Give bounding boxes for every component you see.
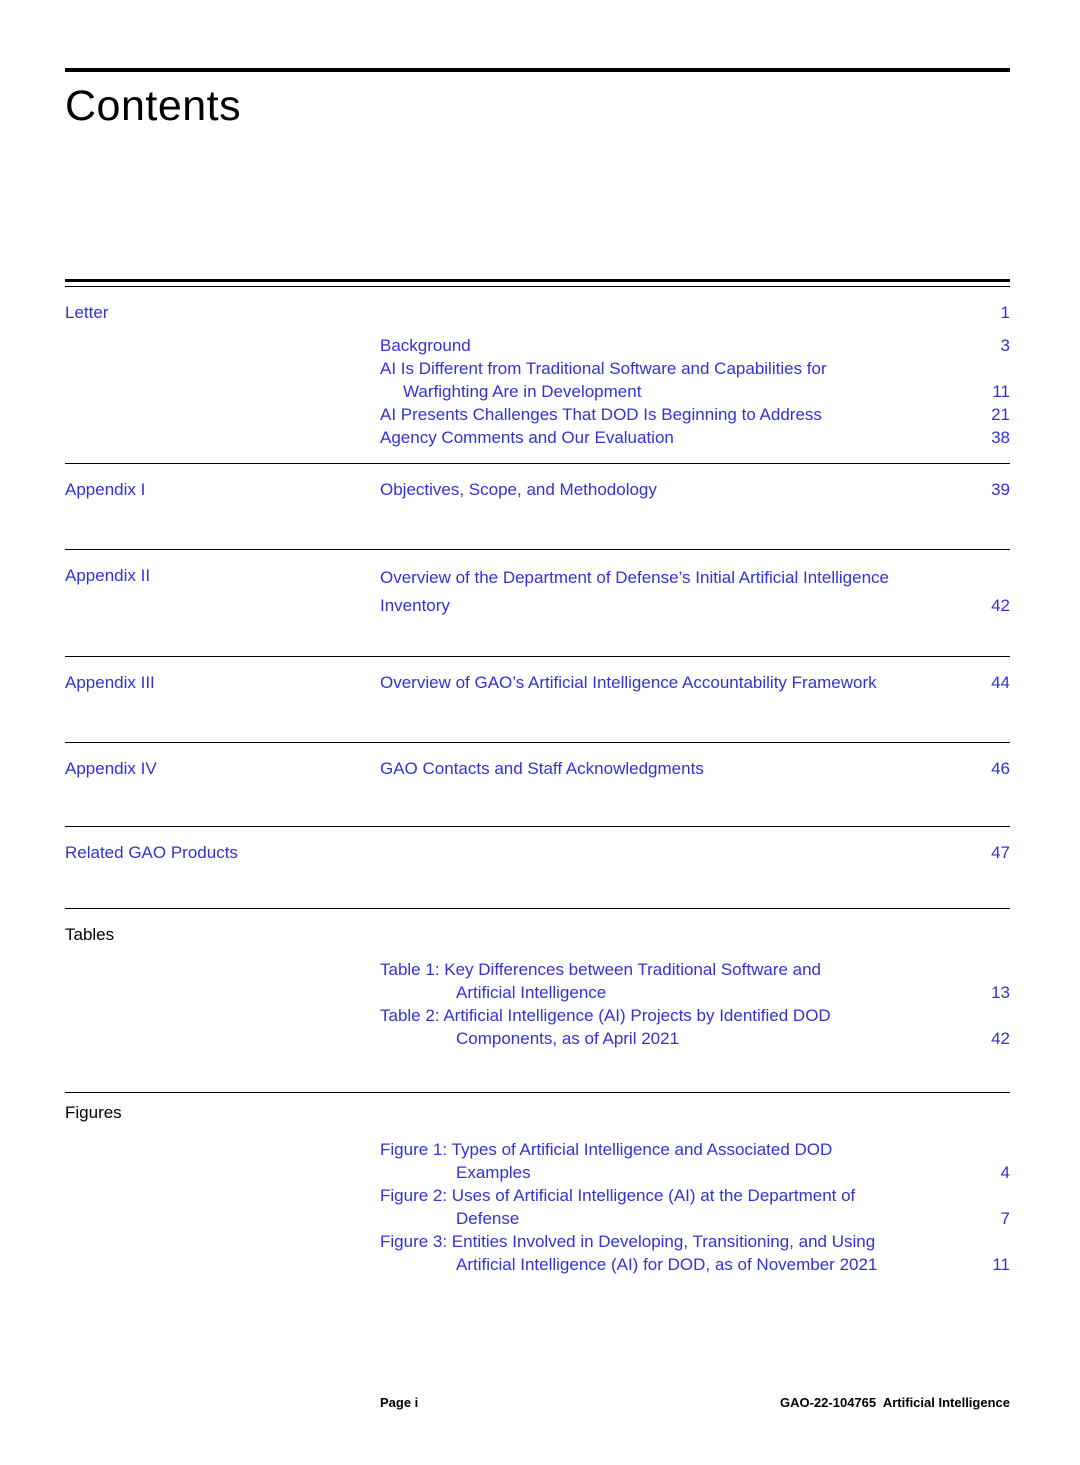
figures-heading: Figures bbox=[65, 1103, 122, 1122]
toc-row-table-2 bbox=[65, 1004, 1010, 1050]
toc-link-table-2-line2[interactable]: Components, as of April 2021 bbox=[456, 1029, 680, 1048]
toc-page-appendix-1[interactable]: 39 bbox=[991, 480, 1010, 499]
footer-page-number: Page i bbox=[380, 1395, 419, 1410]
toc-link-background[interactable]: Background bbox=[380, 336, 471, 355]
toc-row-figure-2 bbox=[65, 1184, 1010, 1230]
toc-link-ai-challenges[interactable]: AI Presents Challenges That DOD Is Beginning to Address bbox=[380, 405, 822, 424]
toc-section-appendix-1 bbox=[65, 463, 1010, 549]
toc-link-ai-different-line2[interactable]: Warfighting Are in Development bbox=[403, 382, 642, 401]
toc-page-appendix-4[interactable]: 46 bbox=[991, 759, 1010, 778]
toc-page-figure-1[interactable]: 4 bbox=[1000, 1163, 1010, 1182]
toc-section-tables bbox=[65, 908, 1010, 1092]
toc-page-figure-3[interactable]: 11 bbox=[992, 1255, 1010, 1274]
toc-section-appendix-4 bbox=[65, 742, 1010, 826]
toc-link-ai-different-line1[interactable]: AI Is Different from Traditional Software and Capabilities for bbox=[380, 359, 827, 378]
toc-page-ai-different[interactable]: 11 bbox=[992, 382, 1010, 401]
toc-row-appendix-3 bbox=[65, 671, 1010, 694]
toc-link-agency-comments[interactable]: Agency Comments and Our Evaluation bbox=[380, 428, 674, 447]
toc-link-figure-2-line2[interactable]: Defense bbox=[456, 1209, 520, 1228]
tables-heading: Tables bbox=[65, 925, 115, 944]
toc-row-related bbox=[65, 841, 1010, 864]
toc-row-appendix-1 bbox=[65, 478, 1010, 501]
toc-page-agency-comments[interactable]: 38 bbox=[991, 428, 1010, 447]
toc-row-ai-challenges bbox=[65, 403, 1010, 426]
toc-section-letter bbox=[65, 301, 1010, 463]
toc-row-letter bbox=[65, 301, 1010, 324]
toc-row-background bbox=[65, 334, 1010, 357]
toc-page-related[interactable]: 47 bbox=[991, 843, 1010, 862]
toc-link-table-1-line1[interactable]: Table 1: Key Differences between Traditional Software and bbox=[380, 960, 822, 979]
toc-link-figure-1-line1[interactable]: Figure 1: Types of Artificial Intelligence and Associated DOD bbox=[380, 1140, 833, 1159]
footer-report-id: GAO-22-104765 Artificial Intelligence bbox=[780, 1395, 1010, 1410]
toc-row-figure-1 bbox=[65, 1138, 1010, 1184]
toc-row-appendix-2 bbox=[65, 564, 1010, 620]
toc-link-figure-2-line1[interactable]: Figure 2: Uses of Artificial Intelligence (AI) at the Department of bbox=[380, 1186, 856, 1205]
toc-page-letter[interactable]: 1 bbox=[1000, 303, 1010, 322]
top-rule bbox=[65, 68, 1010, 72]
toc-link-letter[interactable]: Letter bbox=[65, 303, 109, 322]
toc-link-appendix-3-label[interactable]: Appendix III bbox=[65, 673, 155, 692]
toc-link-figure-1-line2[interactable]: Examples bbox=[456, 1163, 531, 1182]
toc-row-table-1 bbox=[65, 958, 1010, 1004]
toc-link-appendix-2-label[interactable]: Appendix II bbox=[65, 566, 151, 585]
toc-link-appendix-2-title-line2[interactable]: Inventory bbox=[380, 596, 450, 615]
toc-page-table-1[interactable]: 13 bbox=[991, 983, 1010, 1002]
toc-row-agency-comments bbox=[65, 426, 1010, 449]
toc-page-figure-2[interactable]: 7 bbox=[1000, 1209, 1010, 1228]
toc-page-table-2[interactable]: 42 bbox=[991, 1029, 1010, 1048]
toc-page-ai-challenges[interactable]: 21 bbox=[991, 405, 1010, 424]
toc-link-figure-3-line2[interactable]: Artificial Intelligence (AI) for DOD, as of November 2021 bbox=[456, 1255, 878, 1274]
toc-link-appendix-4-title[interactable]: GAO Contacts and Staff Acknowledgments bbox=[380, 759, 704, 778]
toc-link-figure-3-line1[interactable]: Figure 3: Entities Involved in Developing, Transitioning, and Using bbox=[380, 1232, 876, 1251]
page-footer bbox=[65, 1395, 1010, 1410]
toc-section-related bbox=[65, 826, 1010, 908]
toc-link-related[interactable]: Related GAO Products bbox=[65, 843, 238, 862]
toc-page-appendix-2[interactable]: 42 bbox=[991, 596, 1010, 615]
contents-double-rule bbox=[65, 279, 1010, 287]
toc-link-appendix-4-label[interactable]: Appendix IV bbox=[65, 759, 157, 778]
toc-link-appendix-1-title[interactable]: Objectives, Scope, and Methodology bbox=[380, 480, 657, 499]
toc-link-table-1-line2[interactable]: Artificial Intelligence bbox=[456, 983, 607, 1002]
toc-row-appendix-4 bbox=[65, 757, 1010, 780]
toc-letter-entries bbox=[65, 334, 1010, 449]
toc-link-appendix-3-title[interactable]: Overview of GAO’s Artificial Intelligence Accountability Framework bbox=[380, 673, 877, 692]
toc-page-background[interactable]: 3 bbox=[1000, 336, 1010, 355]
document-page bbox=[0, 68, 1080, 1465]
toc-section-figures bbox=[65, 1092, 1010, 1276]
toc-row-figure-3 bbox=[65, 1230, 1010, 1276]
toc-link-table-2-line1[interactable]: Table 2: Artificial Intelligence (AI) Projects by Identified DOD bbox=[380, 1006, 831, 1025]
toc-section-appendix-3 bbox=[65, 656, 1010, 742]
page-title: Contents bbox=[65, 82, 242, 130]
toc-link-appendix-1-label[interactable]: Appendix I bbox=[65, 480, 146, 499]
toc-link-appendix-2-title-line1[interactable]: Overview of the Department of Defense’s Initial Artificial Intelligence bbox=[380, 568, 889, 587]
toc-page-appendix-3[interactable]: 44 bbox=[991, 673, 1010, 692]
toc-section-appendix-2 bbox=[65, 549, 1010, 656]
toc-row-ai-different bbox=[65, 357, 1010, 403]
